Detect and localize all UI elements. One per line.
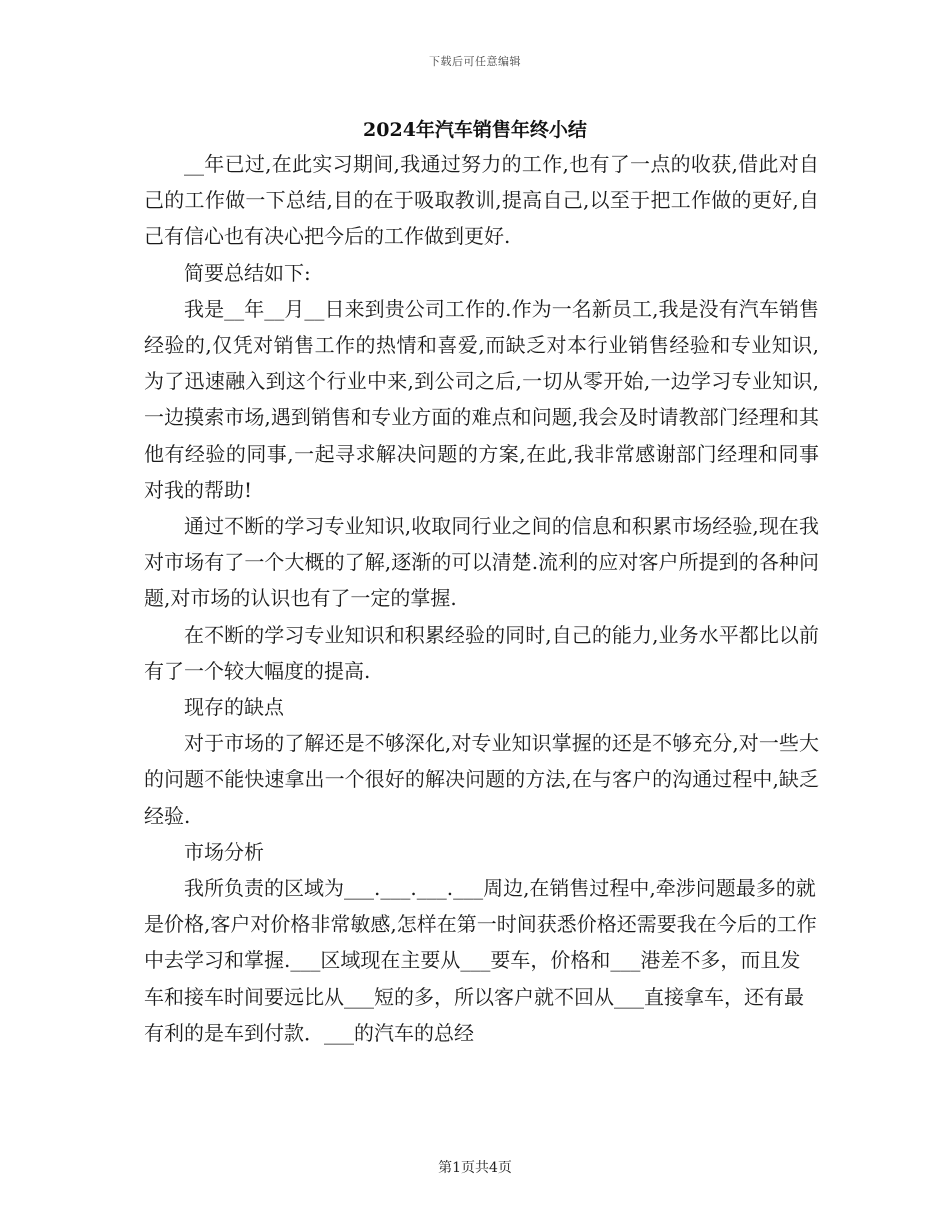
page-header-note: 下载后可任意编辑 [429,55,521,68]
paragraph-market-analysis: 我所负责的区域为___.___.___.___周边,在销售过程中,牵涉问题最多的就是价格,客户对价格非常敏感,怎样在第一时间获悉价格还需要我在今后的工作中去学习和掌握.___区域现在主要从___要车，价格和___港差不多，而且发车和接车时间要远比从___短的多，所以客户就不回从___直接拿车，还有最有利的是车到付款．___的汽车的总经 [144,876,817,1045]
paragraph-market-analysis-heading: 市场分析 [184,839,264,864]
document-title: 2024年汽车销售年终小结 [363,119,587,141]
paragraph-shortcomings: 对于市场的了解还是不够深化,对专业知识掌握的还是不够充分,对一些大的问题不能快速拿出一个很好的解决问题的方法,在与客户的沟通过程中,缺乏经验. [144,731,819,828]
page-number: 第1页共4页 [438,1160,512,1176]
paragraph-onboarding: 我是__年__月__日来到贵公司工作的.作为一名新员工,我是没有汽车销售经验的,仅凭对销售工作的热情和喜爱,而缺乏对本行业销售经验和专业知识,为了迅速融入到这个行业中来,到公司之后,一切从零开始,一边学习专业知识,一边摸索市场,遇到销售和专业方面的难点和问题,我会及时请教部门经理和其他有经验的同事,一起寻求解决问题的方案,在此,我非常感谢部门经理和同事对我的帮助! [144,296,819,502]
paragraph-intro: __年已过,在此实习期间,我通过努力的工作,也有了一点的收获,借此对自己的工作做一下总结,目的在于吸取教训,提高自己,以至于把工作做的更好,自己有信心也有决心把今后的工作做到更好. [144,152,819,249]
paragraph-summary-heading: 简要总结如下: [184,260,311,285]
paragraph-skill-growth: 在不断的学习专业知识和积累经验的同时,自己的能力,业务水平都比以前有了一个较大幅度的提高. [144,622,819,683]
paragraph-market-learning: 通过不断的学习专业知识,收取同行业之间的信息和积累市场经验,现在我对市场有了一个大概的了解,逐渐的可以清楚.流利的应对客户所提到的各种问题,对市场的认识也有了一定的掌握. [144,514,819,611]
paragraph-shortcomings-heading: 现存的缺点 [184,695,284,720]
document-body [144,146,819,1051]
